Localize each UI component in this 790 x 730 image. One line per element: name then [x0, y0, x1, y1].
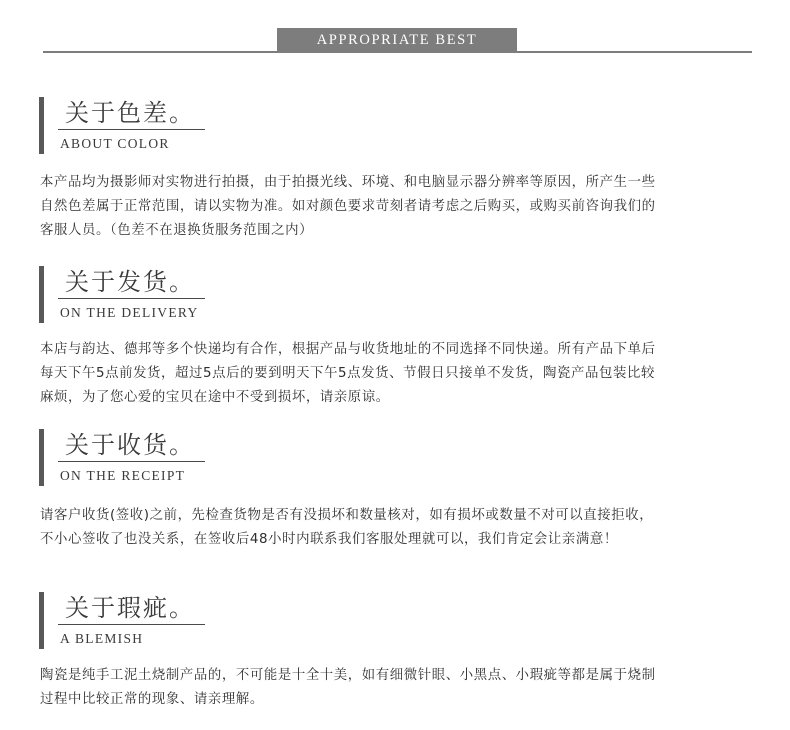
section-body: [40, 338, 760, 410]
header-banner: APPROPRIATE BEST: [277, 28, 517, 53]
body-line: 过程中比较正常的现象、请亲理解。: [40, 692, 264, 707]
section-body: [40, 664, 760, 712]
body-line: 本店与韵达、德邦等多个快递均有合作，根据产品与收货地址的不同选择不同快递。所有产品下单后: [40, 342, 656, 357]
body-line: 不小心签收了也没关系，在签收后48小时内联系我们客服处理就可以，我们肯定会让亲满意！: [40, 532, 618, 547]
body-line: 本产品均为摄影师对实物进行拍摄，由于拍摄光线、环境、和电脑显示器分辨率等原因，所产生一些: [40, 175, 656, 190]
body-line: 每天下午5点前发货，超过5点后的要到明天下午5点发货、节假日只接单不发货，陶瓷产品包装比较: [40, 366, 655, 381]
body-line: 请客户收货(签收)之前，先检查货物是否有没损坏和数量核对，如有损坏或数量不对可以直接拒收，: [40, 508, 654, 523]
section-accent-bar: [39, 429, 44, 486]
body-line: 客服人员。（色差不在退换货服务范围之内）: [40, 223, 314, 238]
section-title-underline: [58, 298, 205, 299]
section-subtitle: ON THE RECEIPT: [60, 468, 186, 483]
section-subtitle: ON THE DELIVERY: [60, 305, 199, 320]
section-title-underline: [58, 624, 205, 625]
body-line: 陶瓷是纯手工泥土烧制产品的，不可能是十全十美，如有细微针眼、小黑点、小瑕疵等都是属于烧制: [40, 668, 656, 683]
section-accent-bar: [39, 266, 44, 323]
section-subtitle: A BLEMISH: [60, 631, 144, 646]
section-title: 关于收货。: [65, 431, 195, 459]
body-line: 自然色差属于正常范围，请以实物为准。如对颜色要求苛刻者请考虑之后购买，或购买前咨询我们的: [40, 199, 656, 214]
section-accent-bar: [39, 592, 44, 649]
section-title-underline: [58, 129, 205, 130]
section-title-underline: [58, 461, 205, 462]
section-accent-bar: [39, 97, 44, 154]
section-title: 关于色差。: [65, 99, 195, 127]
body-line: 麻烦，为了您心爱的宝贝在途中不受到损坏，请亲原谅。: [40, 390, 390, 405]
section-body: [40, 504, 760, 552]
section-body: [40, 171, 760, 243]
section-title: 关于瑕疵。: [65, 594, 195, 622]
section-subtitle: ABOUT COLOR: [60, 136, 170, 151]
section-title: 关于发货。: [65, 268, 195, 296]
